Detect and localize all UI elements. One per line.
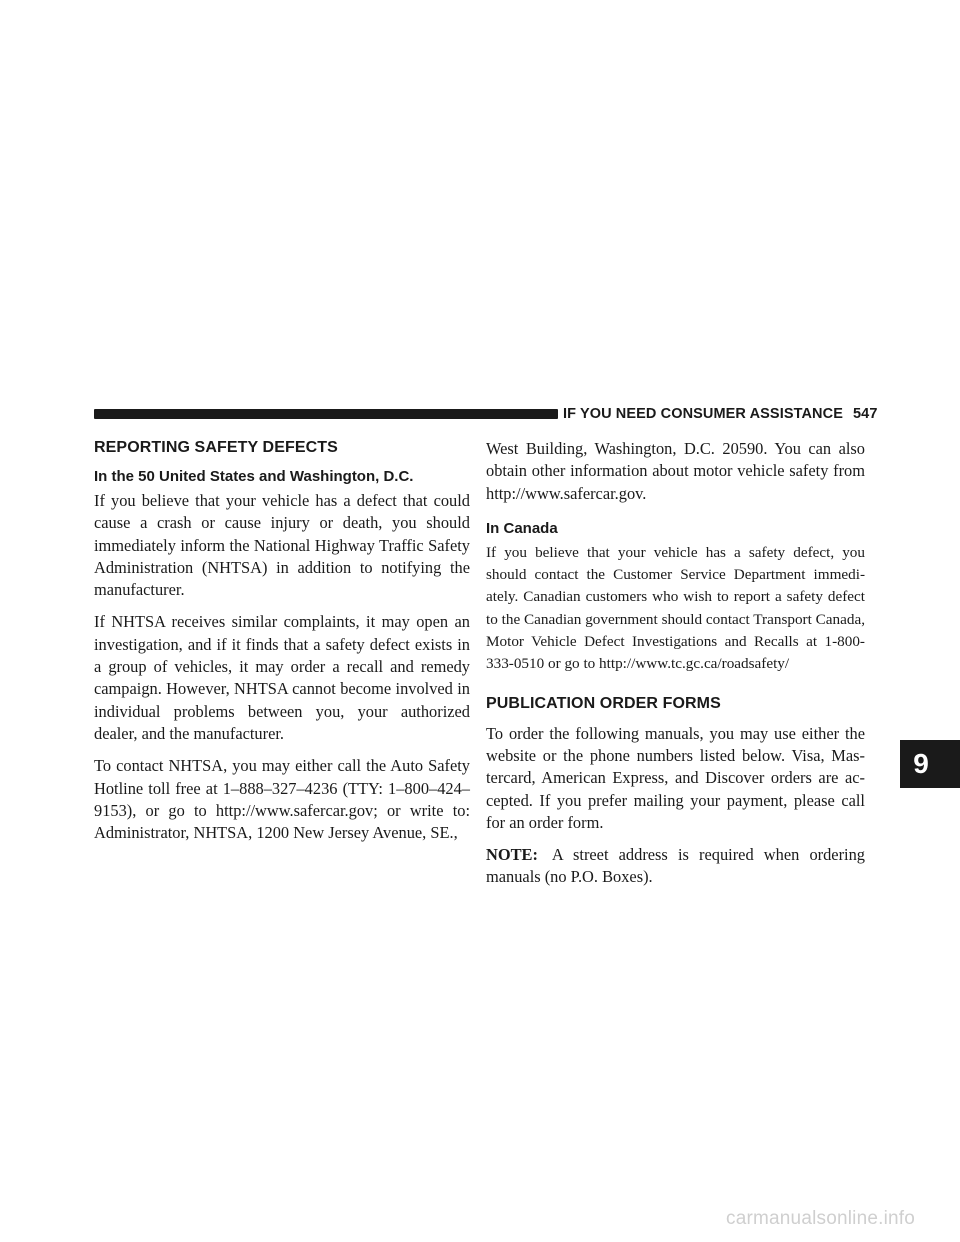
right-column (486, 438, 865, 899)
running-header (563, 404, 878, 424)
publication-order-forms-heading: PUBLICATION ORDER FORMS (486, 694, 721, 712)
canada-heading: In Canada (486, 519, 558, 537)
paragraph-publication: To order the following manuals, you may use either the website or the phone numbers listed below. Visa, Mas-tercard, American Express, and Discover orders are ac-cepted. If you prefer mailing your payment, please call for an order form. (486, 723, 865, 832)
section-title: IF YOU NEED CONSUMER ASSISTANCE (563, 406, 843, 422)
left-column (94, 438, 470, 854)
paragraph-canada: If you believe that your vehicle has a safety defect, you should contact the Customer Service Department immedi-ately. Canadian customers who wish to report a safety defect to the Canadian government should contact Transport Canada, Motor Vehicle Defect Investigations and Recalls at 1-800-333-0510 or go to http://www.tc.gc.ca/roadsafety/ (486, 543, 865, 673)
us-subheading: In the 50 United States and Washington, D.C. (94, 468, 414, 485)
header-rule (94, 409, 558, 419)
note-paragraph (486, 844, 865, 889)
note-label: NOTE: (486, 845, 538, 865)
reporting-safety-defects-heading: REPORTING SAFETY DEFECTS (94, 439, 338, 456)
chapter-tab: 9 (900, 740, 960, 788)
note-text: A street address is required when ordering manuals (no P.O. Boxes). (486, 845, 865, 887)
canada-block (486, 542, 865, 676)
paragraph-nhtsa-complaints: If NHTSA receives similar complaints, it may open an investigation, and if it finds that a safety defect exists in a group of vehicles, it may order a recall and remedy campaign. However, NHTSA cannot become involved in individual problems between you, your authorized dealer, and the manufacturer. (94, 612, 470, 743)
watermark: carmanualsonline.info (726, 1208, 916, 1229)
paragraph-contact-continued: West Building, Washington, D.C. 20590. You can also obtain other information about motor vehicle safety from http://www.safercar.gov. (486, 439, 865, 503)
paragraph-contact-nhtsa: To contact NHTSA, you may either call the Auto Safety Hotline toll free at 1–888–327–4236 (TTY: 1–800–424–9153), or go to http://www.safercar.gov; or write to: Administrator, NHTSA, 1200 New Jersey Avenue, SE., (94, 756, 470, 843)
page-number: 547 (852, 406, 878, 422)
paragraph-believe-defect: If you believe that your vehicle has a defect that could cause a crash or cause injury or death, you should immediately inform the National Highway Traffic Safety Administration (NHTSA) in addition to notifying the manufacturer. (94, 491, 470, 600)
